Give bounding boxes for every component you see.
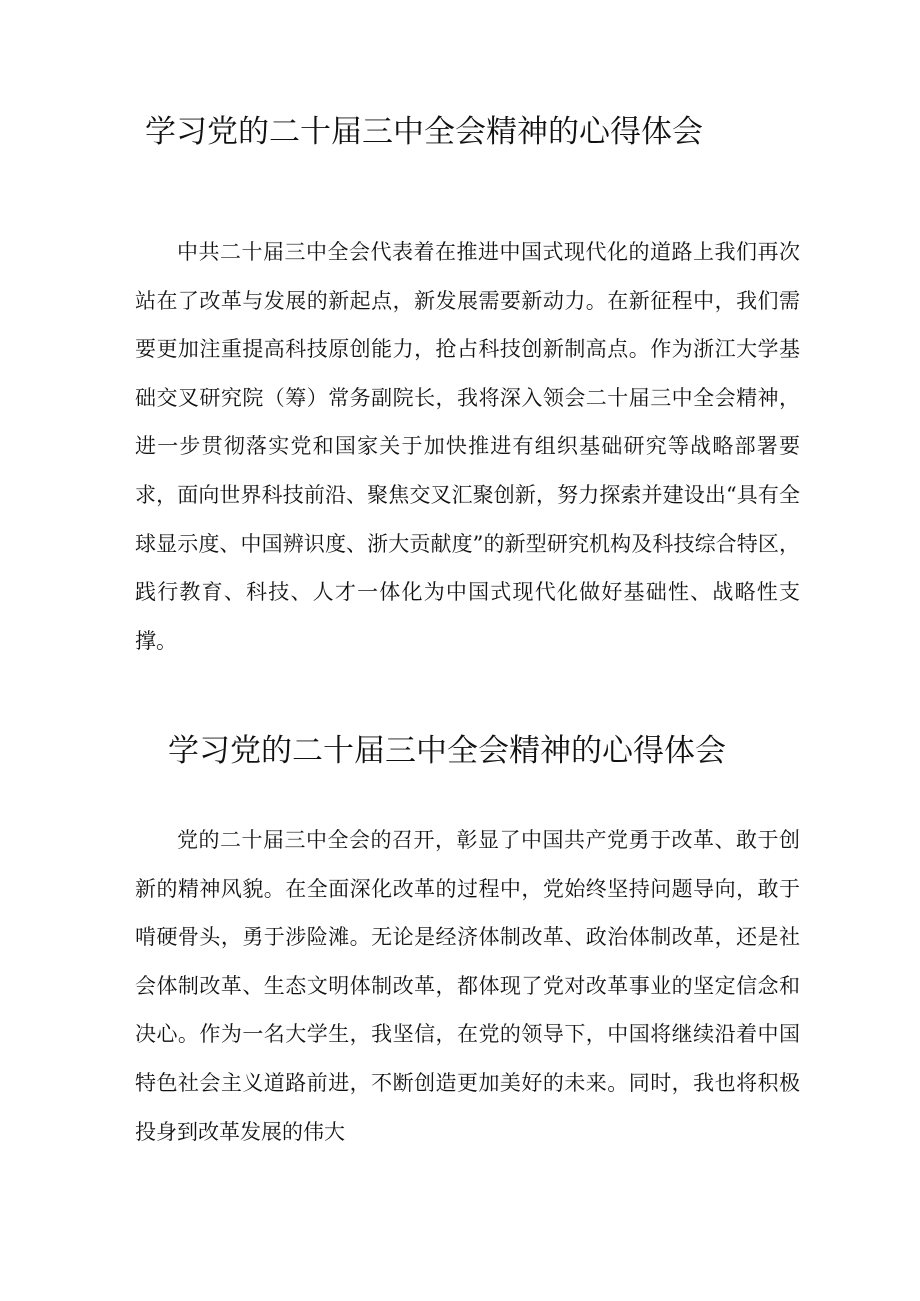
section-2-title: 学习党的二十届三中全会精神的心得体会 <box>168 733 726 769</box>
section-1-paragraph: 中共二十届三中全会代表着在推进中国式现代化的道路上我们再次站在了改革与发展的新起点，新发展需要新动力。在新征程中，我们需要更加注重提高科技原创能力，抢占科技创新制高点。作为浙江大学基础交叉研究院（筹）常务副院长，我将深入领会二十届三中全会精神，进一步贯彻落实党和国家关于加快推进有组织基础研究等战略部署要求，面向世界科技前沿、聚焦交叉汇聚创新，努力探索并建设出“具有全球显示度、中国辨识度、浙大贡献度”的新型研究机构及科技综合特区，践行教育、科技、人才一体化为中国式现代化做好基础性、战略性支撑。 <box>135 240 800 653</box>
section-1-title: 学习党的二十届三中全会精神的心得体会 <box>145 114 703 150</box>
section-2-paragraph: 党的二十届三中全会的召开，彰显了中国共产党勇于改革、敢于创新的精神风貌。在全面深化改革的过程中，党始终坚持问题导向，敢于啃硬骨头，勇于涉险滩。无论是经济体制改革、政治体制改革，还是社会体制改革、生态文明体制改革，都体现了党对改革事业的坚定信念和决心。作为一名大学生，我坚信，在党的领导下，中国将继续沿着中国特色社会主义道路前进，不断创造更加美好的未来。同时，我也将积极投身到改革发展的伟大 <box>135 828 800 1144</box>
